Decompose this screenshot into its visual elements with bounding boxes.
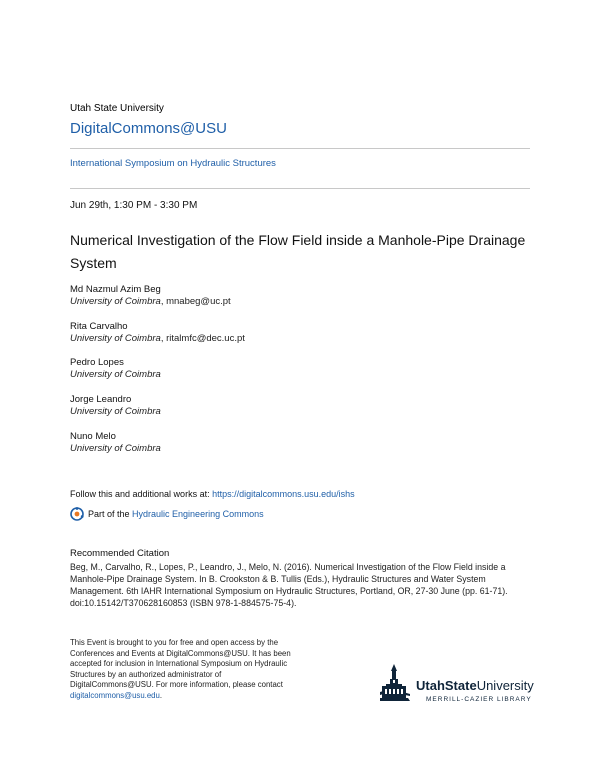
series-link[interactable]: International Symposium on Hydraulic Structures — [70, 158, 276, 169]
usu-library-logo — [380, 660, 535, 705]
author-name: Pedro Lopes — [70, 357, 124, 368]
institution-name: Utah State University — [70, 103, 164, 114]
paper-title: Numerical Investigation of the Flow Field inside a Manhole-Pipe Drainage System — [70, 232, 526, 271]
author-email: , mnabeg@uc.pt — [160, 296, 231, 307]
access-notice — [70, 638, 300, 701]
follow-prefix: Follow this and additional works at: — [70, 489, 213, 499]
author-name: Md Nazmul Azim Beg — [70, 284, 161, 295]
series-divider — [70, 188, 530, 189]
author-name: Jorge Leandro — [70, 394, 132, 405]
author-affiliation: University of Coimbra — [70, 296, 161, 307]
digitalcommons-brand-link[interactable]: DigitalCommons@USU — [70, 120, 227, 137]
author-entry — [70, 321, 470, 345]
logo-library-name: MERRILL-CAZIER LIBRARY — [426, 696, 532, 703]
notice-text: This Event is brought to you for free and open access by the Conferences and Events at DigitalCommons@USU. It has been accepted for inclusion in International Symposium on Hydraulic Structures by an authorized administrator of DigitalCommons@USU. For more information, please contact — [70, 638, 291, 689]
citation-text: Beg, M., Carvalho, R., Lopes, P., Leandro, J., Melo, N. (2016). Numerical Investigation of the Flow Field inside a Manhole-Pipe Drainage System. In B. Crookston & B. Tullis (Eds.), Hydraulic Structures and Water System Management. 6th IAHR International Symposium on Hydraulic Structures, Portland, OR, 27-30 June (pp. 61-71). doi:10.15142/T370628160853 (ISBN 978-1-884575-75-4). — [70, 562, 508, 608]
author-entry — [70, 431, 470, 455]
logo-name-bold: UtahState — [416, 678, 477, 693]
author-entry — [70, 394, 470, 418]
svg-text:UtahStateUniversity — [416, 678, 534, 693]
recommended-citation-heading: Recommended Citation — [70, 548, 170, 559]
author-affiliation: University of Coimbra — [70, 369, 161, 380]
author-name: Rita Carvalho — [70, 321, 128, 332]
author-affiliation: University of Coimbra — [70, 443, 161, 454]
author-name: Nuno Melo — [70, 431, 116, 442]
part-of-line — [70, 507, 264, 521]
old-main-building-icon — [380, 660, 535, 705]
follow-line — [70, 489, 355, 499]
commons-link[interactable]: Hydraulic Engineering Commons — [132, 509, 264, 519]
notice-end: . — [159, 690, 162, 700]
author-affiliation: University of Coimbra — [70, 406, 161, 417]
author-affiliation: University of Coimbra — [70, 333, 161, 344]
logo-name-regular: University — [476, 678, 534, 693]
collection-link[interactable]: https://digitalcommons.usu.edu/ishs — [212, 489, 355, 499]
author-entry — [70, 357, 470, 381]
header-divider — [70, 148, 530, 149]
author-entry — [70, 284, 470, 308]
part-of-prefix: Part of the — [88, 509, 133, 519]
author-email: , ritalmfc@dec.uc.pt — [160, 333, 245, 344]
network-icon — [70, 507, 84, 521]
event-date: Jun 29th, 1:30 PM - 3:30 PM — [70, 200, 198, 211]
contact-email-link[interactable]: digitalcommons@usu.edu — [70, 690, 160, 700]
